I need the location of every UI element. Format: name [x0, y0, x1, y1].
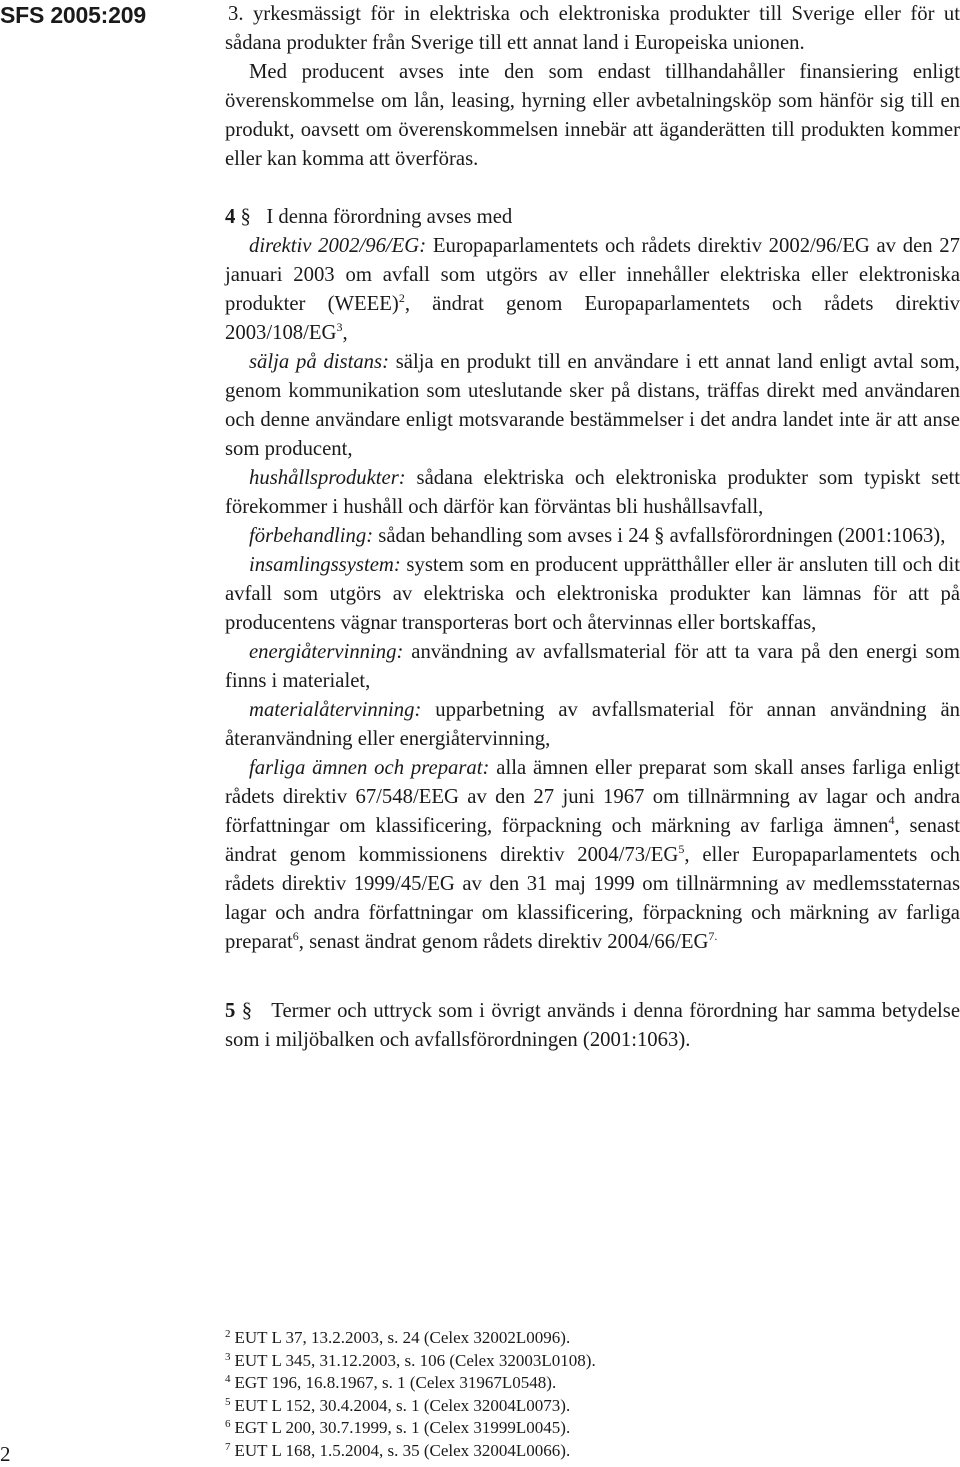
definition-text: , ändrat genom Europaparlamentets och rådets direktiv 2003/108/EG — [225, 293, 960, 344]
producent-paragraph: Med producent avses inte den som endast tillhandahåller finansiering enligt överenskommelse om lån, leasing, hyrning eller avbetalningsköp som hänför sig till en produkt, oavsett om överenskommelsen innebär att äganderätten till produkten kommer eller kan komma att överföras. — [225, 61, 960, 170]
definition-text: upparbetning av avfallsmaterial för annan användning än återanvändning eller energiåtervinning, — [225, 699, 960, 750]
footnote-text: EGT L 200, 30.7.1999, s. 1 (Celex 31999L0045). — [234, 1418, 571, 1437]
definition-term: farliga ämnen och preparat: — [249, 757, 490, 779]
footnote-text: EUT L 168, 1.5.2004, s. 35 (Celex 32004L0066). — [234, 1440, 571, 1460]
definition-text: sälja en produkt till en användare i ett annat land enligt avtal som, genom kommunikation som uteslutande sker på distans, träffas direkt med användaren och denne användare enligt motsvarande bestämmelser i det andra landet inte är att anse som producent, — [225, 351, 960, 460]
section-4-intro — [225, 203, 960, 232]
footnote-text: EUT L 345, 31.12.2003, s. 106 (Celex 32003L0108). — [234, 1350, 596, 1370]
footnote — [225, 1372, 960, 1395]
footnote — [225, 1417, 960, 1440]
definition-direktiv — [225, 232, 960, 348]
footnote-ref: 2 — [398, 291, 405, 305]
item-3: 3. yrkesmässigt för in elektriska och elektroniska produkter till Sverige eller för ut sådana produkter från Sverige till ett annat land i Europeiska unionen. — [225, 3, 960, 54]
footnote-number: 7 — [225, 1440, 231, 1453]
definition-salja-pa-distans — [225, 348, 960, 464]
definition-text: Europaparlamentets och rådets direktiv 2002/96/EG av den 27 januari 2003 om avfall som utgörs av eller innehåller elektriska eller elektroniska produkter (WEEE) — [225, 235, 960, 315]
definition-text: system som en producent upprätthåller eller är ansluten till och dit avfall som utgörs av elektriska och elektroniska produkter kan lämnas för att på producentens vägnar transporteras bort och återvinnas eller bortskaffas, — [225, 554, 960, 634]
footnote-number: 2 — [225, 1328, 231, 1340]
footnote-text: EGT 196, 16.8.1967, s. 1 (Celex 31967L0548). — [234, 1373, 557, 1392]
section-5-number: 5 — [225, 1000, 236, 1022]
definition-text: alla ämnen eller preparat som skall anses farliga enligt rådets direktiv 67/548/EEG av den 27 juni 1967 om tillnärmning av lagar och andra författningar om klassificering, förpackning och märkning av farliga ämnen — [225, 757, 960, 837]
definition-term: energiåtervinning: — [249, 641, 404, 663]
footnote-text: EUT L 37, 13.2.2003, s. 24 (Celex 32002L0096). — [234, 1328, 571, 1347]
definition-materialatervinning — [225, 696, 960, 754]
definition-text: , — [342, 322, 348, 344]
footnote-number: 6 — [225, 1418, 231, 1430]
page-number: 2 — [0, 1442, 11, 1466]
section-5 — [225, 997, 960, 1055]
footnote-number: 4 — [225, 1373, 231, 1385]
section-5-text: Termer och uttryck som i övrigt används i denna förordning har samma betydelse som i miljöbalken och avfallsförordningen (2001:1063). — [225, 1000, 960, 1051]
definition-insamlingssystem — [225, 551, 960, 638]
definition-text: användning av avfallsmaterial för att ta vara på den energi som finns i materialet, — [225, 641, 960, 692]
footnote-ref: 4 — [888, 813, 895, 827]
footnote — [225, 1440, 960, 1463]
definition-term: direktiv 2002/96/EG: — [249, 235, 427, 257]
footnote-ref: 6 — [292, 929, 299, 943]
section-symbol: § — [241, 1000, 253, 1022]
footnote-ref: 5 — [678, 842, 685, 856]
definition-text: , senast ändrat genom kommissionens direktiv 2004/73/EG — [225, 815, 960, 866]
footnote-ref: 3 — [336, 320, 343, 334]
definition-term: hushållsprodukter: — [249, 467, 406, 489]
definition-term: materialåtervinning: — [249, 699, 422, 721]
definition-term: förbehandling: — [249, 525, 374, 547]
footnotes — [225, 1327, 960, 1462]
section-4-number: 4 — [225, 206, 236, 228]
main-text — [225, 0, 960, 1055]
footnote — [225, 1350, 960, 1373]
definition-text: , senast ändrat genom rådets direktiv 2004/66/EG — [298, 931, 709, 953]
footnote-number: 5 — [225, 1395, 231, 1408]
footnote — [225, 1327, 960, 1350]
sfs-number: SFS 2005:209 — [0, 2, 146, 28]
definition-forbehandling — [225, 522, 960, 551]
definition-text: , eller Europaparlamentets och rådets direktiv 1999/45/EG av den 31 maj 1999 om tillnärmning av medlemsstaternas lagar och andra författningar om klassificering, förpackning och märkning av farliga preparat — [225, 844, 960, 953]
footnote-number: 3 — [225, 1350, 231, 1363]
definition-term: insamlingssystem: — [249, 554, 401, 576]
definition-farliga-amnen — [225, 754, 960, 957]
definition-text: sådana elektriska och elektroniska produkter som typiskt sett förekommer i hushåll och därför kan förväntas bli hushållsavfall, — [225, 467, 960, 518]
section-4-intro-text: I denna förordning avses med — [266, 206, 513, 228]
definition-text: sådan behandling som avses i 24 § avfallsförordningen (2001:1063), — [373, 525, 946, 547]
footnote-ref: 7. — [708, 929, 718, 943]
section-symbol: § — [240, 206, 251, 228]
definition-term: sälja på distans: — [249, 351, 389, 373]
footnote — [225, 1395, 960, 1418]
definition-energiatervinning — [225, 638, 960, 696]
footnote-text: EUT L 152, 30.4.2004, s. 1 (Celex 32004L0073). — [234, 1395, 571, 1415]
definition-hushallsprodukter — [225, 464, 960, 522]
